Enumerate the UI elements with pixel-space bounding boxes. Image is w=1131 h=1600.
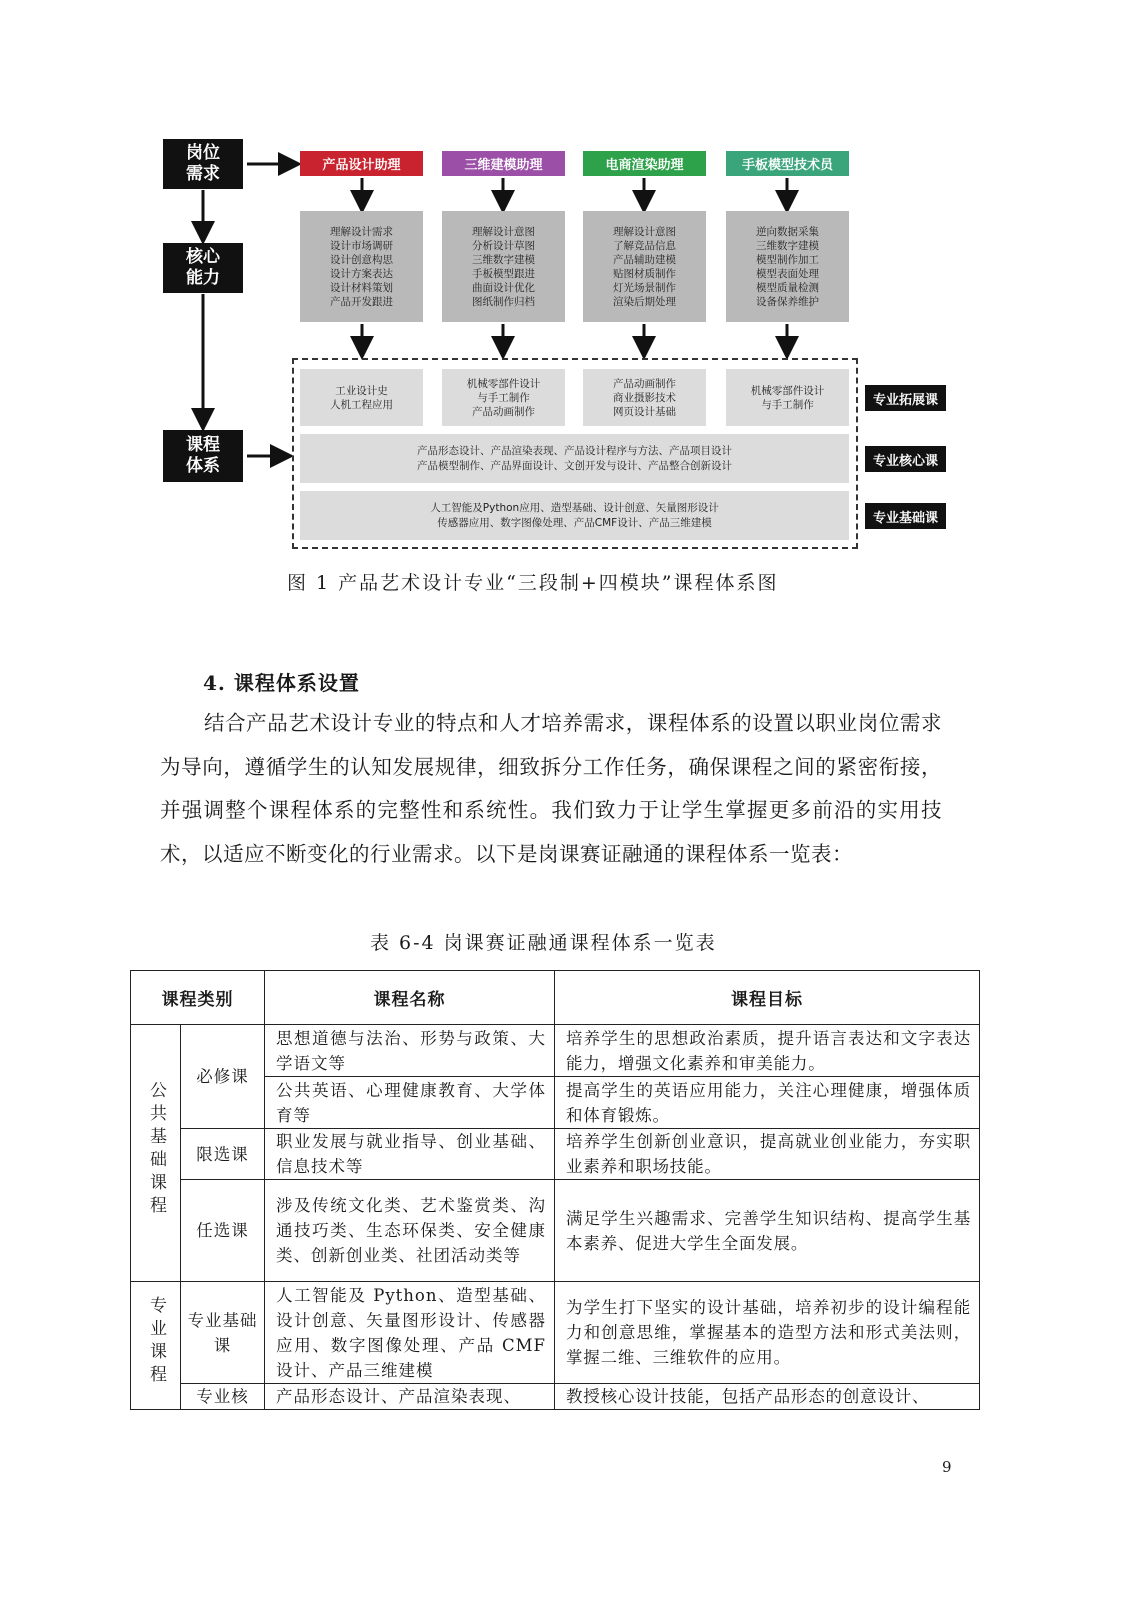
course-item: 机械零部件设计 — [750, 384, 825, 397]
table-row — [131, 1384, 980, 1410]
course-item: 机械零部件设计 — [466, 377, 541, 390]
ability-item: 设计材料策划 — [330, 281, 393, 294]
ability-item: 产品开发跟进 — [330, 295, 393, 308]
course-name: 思想道德与法治、形势与政策、大学语文等 — [265, 1025, 555, 1077]
ability-item: 三维数字建模 — [472, 253, 535, 266]
course-name: 人工智能及 Python、造型基础、设计创意、矢量图形设计、传感器应用、数字图像处理、产品 CMF 设计、产品三维建模 — [265, 1282, 555, 1384]
header-category: 课程类别 — [131, 971, 265, 1025]
course-line: 产品模型制作、产品界面设计、文创开发与设计、产品整合创新设计 — [417, 459, 732, 472]
ability-item: 分析设计草图 — [472, 239, 535, 252]
figure-caption: 图 1 产品艺术设计专业“三段制+四模块”课程体系图 — [287, 572, 779, 594]
course-goal: 培养学生的思想政治素质，提升语言表达和文字表达能力，增强文化素养和审美能力。 — [555, 1025, 980, 1077]
course-line: 传感器应用、数字图像处理、产品CMF设计、产品三维建模 — [437, 516, 712, 529]
course-goal: 为学生打下坚实的设计基础，培养初步的设计编程能力和创意思维，掌握基本的造型方法和形式美法则，掌握二维、三维软件的应用。 — [555, 1282, 980, 1384]
extension-course-box — [726, 369, 849, 426]
table-header-row — [131, 971, 980, 1025]
ability-item: 设计市场调研 — [330, 239, 393, 252]
ability-item: 了解竞品信息 — [613, 239, 676, 252]
header-course-goal: 课程目标 — [555, 971, 980, 1025]
tag-basic-courses: 专业基础课 — [865, 503, 946, 529]
category-professional: 专业课程 — [131, 1282, 181, 1410]
extension-course-box — [442, 369, 565, 426]
ability-item: 手板模型跟进 — [472, 267, 535, 280]
course-name: 涉及传统文化类、艺术鉴赏类、沟通技巧类、生态环保类、安全健康类、创新创业类、社团活动类等 — [265, 1180, 555, 1282]
side-label-core-ability: 核心 能力 — [163, 243, 243, 293]
page-number: 9 — [942, 1458, 952, 1476]
role-prototype-model-technician: 手板模型技术员 — [726, 151, 849, 176]
course-item: 产品动画制作 — [472, 405, 535, 418]
course-goal: 培养学生创新创业意识，提高就业创业能力，夯实职业素养和职场技能。 — [555, 1129, 980, 1180]
course-name: 职业发展与就业指导、创业基础、信息技术等 — [265, 1129, 555, 1180]
ability-item: 灯光场景制作 — [613, 281, 676, 294]
ability-item: 图纸制作归档 — [472, 295, 535, 308]
ability-item: 模型制作加工 — [756, 253, 819, 266]
curriculum-table — [130, 970, 980, 1410]
category-public-basic: 公共基础课程 — [131, 1025, 181, 1282]
course-line: 产品形态设计、产品渲染表现、产品设计程序与方法、产品项目设计 — [417, 444, 732, 457]
ability-item: 曲面设计优化 — [472, 281, 535, 294]
table-row — [131, 1282, 980, 1384]
tag-core-courses: 专业核心课 — [865, 446, 946, 472]
table-caption: 表 6-4 岗课赛证融通课程体系一览表 — [370, 932, 717, 954]
table-row — [131, 1129, 980, 1180]
course-item: 与手工制作 — [761, 398, 814, 411]
course-item: 产品动画制作 — [613, 377, 676, 390]
extension-course-box — [300, 369, 423, 426]
tag-extension-courses: 专业拓展课 — [865, 385, 946, 411]
ability-item: 设计方案表达 — [330, 267, 393, 280]
side-label-job-demand: 岗位 需求 — [163, 139, 243, 189]
ability-item: 三维数字建模 — [756, 239, 819, 252]
ability-item: 贴图材质制作 — [613, 267, 676, 280]
header-course-name: 课程名称 — [265, 971, 555, 1025]
ability-item: 设计创意构思 — [330, 253, 393, 266]
course-goal: 提高学生的英语应用能力，关注心理健康，增强体质和体育锻炼。 — [555, 1077, 980, 1129]
sub-category: 专业基础课 — [181, 1282, 265, 1384]
ability-item: 模型表面处理 — [756, 267, 819, 280]
course-item: 网页设计基础 — [613, 405, 676, 418]
role-3d-modeling-assistant: 三维建模助理 — [442, 151, 565, 176]
sub-category: 必修课 — [181, 1025, 265, 1129]
course-item: 与手工制作 — [477, 391, 530, 404]
table-row — [131, 1180, 980, 1282]
ability-box-3d-modeling — [442, 211, 565, 322]
role-product-design-assistant: 产品设计助理 — [300, 151, 423, 176]
course-name: 公共英语、心理健康教育、大学体育等 — [265, 1077, 555, 1129]
ability-item: 理解设计意图 — [472, 225, 535, 238]
ability-box-prototype-model — [726, 211, 849, 322]
sub-category: 限选课 — [181, 1129, 265, 1180]
ability-item: 理解设计意图 — [613, 225, 676, 238]
ability-item: 模型质量检测 — [756, 281, 819, 294]
course-goal: 满足学生兴趣需求、完善学生知识结构、提高学生基本素养、促进大学生全面发展。 — [555, 1180, 980, 1282]
role-ecommerce-rendering-assistant: 电商渲染助理 — [583, 151, 706, 176]
course-item: 人机工程应用 — [330, 398, 393, 411]
ability-item: 理解设计需求 — [330, 225, 393, 238]
ability-item: 逆向数据采集 — [756, 225, 819, 238]
sub-category: 专业核 — [181, 1384, 265, 1410]
ability-box-ecommerce-rendering — [583, 211, 706, 322]
section-paragraph: 结合产品艺术设计专业的特点和人才培养需求，课程体系的设置以职业岗位需求为导向，遵循学生的认知发展规律，细致拆分工作任务，确保课程之间的紧密衔接，并强调整个课程体系的完整性和系统性。我们致力于让学生掌握更多前沿的实用技术，以适应不断变化的行业需求。以下是岗课赛证融通的课程体系一览表： — [160, 711, 942, 866]
section-heading: 4. 课程体系设置 — [203, 671, 360, 695]
course-goal: 教授核心设计技能，包括产品形态的创意设计、 — [555, 1384, 980, 1410]
ability-item: 渲染后期处理 — [613, 295, 676, 308]
sub-category: 任选课 — [181, 1180, 265, 1282]
ability-item: 产品辅助建模 — [613, 253, 676, 266]
core-course-box — [300, 434, 849, 483]
extension-course-box — [583, 369, 706, 426]
course-item: 工业设计史 — [335, 384, 388, 397]
basic-course-box — [300, 491, 849, 540]
course-item: 商业摄影技术 — [613, 391, 676, 404]
ability-item: 设备保养维护 — [756, 295, 819, 308]
table-row — [131, 1025, 980, 1077]
side-label-course-system: 课程 体系 — [163, 430, 243, 482]
ability-box-product-design — [300, 211, 423, 322]
course-line: 人工智能及Python应用、造型基础、设计创意、矢量图形设计 — [430, 501, 719, 514]
course-name: 产品形态设计、产品渲染表现、 — [265, 1384, 555, 1410]
